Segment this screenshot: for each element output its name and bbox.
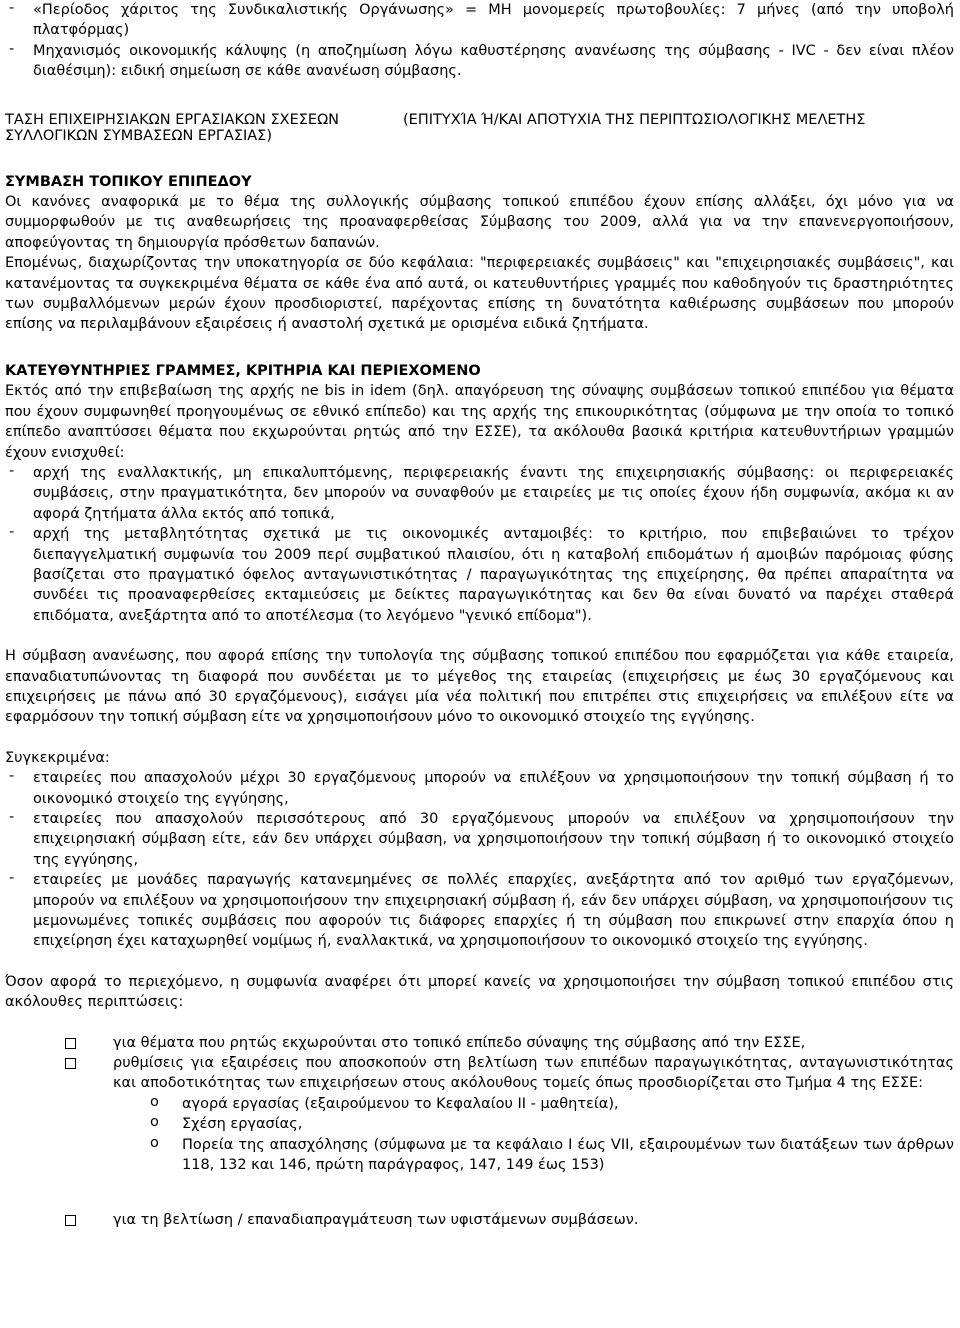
sub-list-item-text: Πορεία της απασχόλησης (σύμφωνα με τα κεφάλαιο Ι έως VII, εξαιρουμένων των διατάξεων των άρθρων 118, 132 και 146, πρώτη παράγραφος, 147, 149 έως 153) bbox=[182, 1136, 954, 1174]
list-item-text: εταιρείες που απασχολούν μέχρι 30 εργαζόμενους μπορούν να επιλέξουν να χρησιμοποιήσουν την τοπική σύμβαση ή το οικονομικό στοιχείο της εγγύησης, bbox=[33, 770, 954, 807]
paragraph: Η σύμβαση ανανέωσης, που αφορά επίσης την τυπολογία της σύμβασης τοπικού επιπέδου που εφαρμόζεται για κάθε εταιρεία, επαναδιατυπώνοντας τη διαφορά που συνδέεται με το μέγεθος της εταιρείας (επιχειρήσεις με έως 30 εργαζόμενους και επιχειρήσεις με πάνω από 30 εργαζόμενους), εισάγει μία νέα πολιτική που επιτρέπει στις επιχειρήσεις να επιλέξουν είτε να εφαρμόσουν την τοπική σύμβαση είτε να χρησιμοποιήσουν μόνο το οικονομικό στοιχείο της εγγύησης. bbox=[5, 648, 954, 726]
list-item-text: για τη βελτίωση / επαναδιαπραγμάτευση των υφιστάμενων συμβάσεων. bbox=[113, 1211, 639, 1228]
circle-bullet-icon: o bbox=[150, 1093, 159, 1110]
sub-list-item-text: αγορά εργασίας (εξαιρούμενου το Κεφαλαίου ΙΙ - μαθητεία), bbox=[182, 1095, 619, 1112]
checkbox-square-icon bbox=[5, 1053, 113, 1094]
checkbox-square-icon bbox=[5, 1033, 113, 1053]
list-item-text: Μηχανισμός οικονομικής κάλυψης (η αποζημίωση λόγω καθυστέρησης ανανέωσης της σύμβασης - IVC - δεν είναι πλέον διαθέσιμη): ειδική σημείωση σε κάθε ανανέωση σύμβασης. bbox=[33, 42, 954, 80]
paragraph: Όσον αφορά το περιεχόμενο, η συμφωνία αναφέρει ότι μπορεί κανείς να χρησιμοποιήσει την σύμβαση τοπικού επιπέδου στις ακόλουθες περιπτώσεις: bbox=[5, 973, 954, 1011]
list-item: - αρχή της μεταβλητότητας σχετικά με τις οικονομικές ανταμοιβές: το κριτήριο, που επιβεβαιώνει το τρέχον διεπαγγελματική συμφωνία του 2009 περί συμβατικού πλαισίου, ότι η καταβολή επιδομάτων ή αμοιβών παρόμοιας φύσης βασίζεται στο πραγματικό όφελος ανταγωνιστικότητας / παραγωγικότητας της επιχείρησης, θα πρέπει απαραίτητα να συνδέει τις προαναφερθείσες εκταμιεύσεις με δείκτες παραγωγικότητας και δεν θα είναι δυνατό να παρέχει σταθερά επιδόματα, ανεξάρτητα από το αποτέλεσμα (το λεγόμενο "γενικό επίδομα"). bbox=[5, 524, 954, 626]
list-item-text: για θέματα που ρητώς εκχωρούνται στο τοπικό επίπεδο σύναψης της σύμβασης από την ΕΣΣΕ, bbox=[113, 1034, 806, 1051]
list-item: - «Περίοδος χάριτος της Συνδικαλιστικής Οργάνωσης» = ΜΗ μονομερείς πρωτοβουλίες: 7 μήνες (από την υποβολή πλατφόρμας) bbox=[5, 0, 954, 41]
circle-bullet-icon: o bbox=[150, 1114, 159, 1131]
paragraph: Οι κανόνες αναφορικά με το θέμα της συλλογικής σύμβασης τοπικού επιπέδου έχουν επίσης αλλάξει, όχι μόνο για να συμμορφωθούν με τις αναθεωρήσεις της προαναφερθείσας Σύμβασης του 2009, αλλά για να την επανενεργοποιήσουν, αποφεύγοντας τη δημιουργία πρόσθετων δαπανών. bbox=[5, 194, 954, 251]
sub-list-item bbox=[5, 1135, 954, 1176]
list-item-text: εταιρείες με μονάδες παραγωγής κατανεμημένες σε πολλές επαρχίες, ανεξάρτητα από τον αριθμό των εργαζόμενων, μπορούν να επιλέξουν να χρησιμοποιήσουν την επιχειρησιακή σύμβαση ή, εάν δεν υπάρχει σύμβαση, να χρησιμοποιήσουν τις μεμονωμένες τοπικές συμβάσεις που αφορούν τις διάφορες επαρχίες ή τη σύμβαση που επικρωνεί στην επαρχία όπου η επιχείρηση έχει καταχωρηθεί νομίμως ή, εναλλακτικά, να χρησιμοποιήσουν το οικονομικό στοιχείο της εγγύησης. bbox=[33, 872, 954, 950]
trend-heading bbox=[5, 112, 954, 144]
specifically-label: Συγκεκριμένα: bbox=[5, 749, 110, 766]
checkbox-square-icon bbox=[5, 1210, 113, 1230]
paragraph: Επομένως, διαχωρίζοντας την υποκατηγορία σε δύο κεφάλαια: "περιφερειακές συμβάσεις" και "επιχειρησιακές συμβάσεις", και κατανέμοντας τα συγκεκριμένα θέματα σε κάθε ένα από αυτά, οι κατευθυντήριες γραμμές που καθοδηγούν τις δραστηριότητες των συμβαλλόμενων μερών έχουν προσδιοριστεί, παρέχοντας επίσης τη δυνατότητα καθιέρωσης συμβάσεων που μπορούν επίσης να περιλαμβάνουν εξαιρέσεις ή αναστολή σχετικά με ορισμένα ειδικά ζητήματα. bbox=[5, 255, 954, 333]
list-item: - εταιρείες που απασχολούν περισσότερους από 30 εργαζόμενους μπορούν να επιλέξουν να χρησιμοποιήσουν την επιχειρησιακή σύμβαση είτε, εάν δεν υπάρχει σύμβαση, να χρησιμοποιήσουν την τοπική σύμβαση ή το οικονομικό στοιχείο της εγγύησης, bbox=[5, 809, 954, 870]
circle-bullet-icon: o bbox=[150, 1134, 159, 1151]
trend-heading-right: (ΕΠΙΤΥΧΊΑ Ή/ΚΑΙ ΑΠΟΤΥΧΙΑ ΤΗΣ ΠΕΡΙΠΤΩΣΙΟΛΟΓΙΚΗΣ ΜΕΛΕΤΗΣ bbox=[403, 111, 866, 128]
list-item-text: «Περίοδος χάριτος της Συνδικαλιστικής Οργάνωσης» = ΜΗ μονομερείς πρωτοβουλίες: 7 μήνες (από την υποβολή πλατφόρμας) bbox=[33, 2, 954, 39]
list-item-text: αρχή της μεταβλητότητας σχετικά με τις οικονομικές ανταμοιβές: το κριτήριο, που επιβεβαιώνει το τρέχον διεπαγγελματική συμφωνία του 2009 περί συμβατικού πλαισίου, ότι η καταβολή επιδομάτων ή αμοιβών παρόμοιας φύσης βασίζεται στο πραγματικό όφελος ανταγωνιστικότητας / παραγωγικότητας της επιχείρησης, θα πρέπει απαραίτητα να συνδέει τις προαναφερθείσες εκταμιεύσεις με δείκτες παραγωγικότητας και δεν θα είναι δυνατό να παρέχει σταθερά επιδόματα, ανεξάρτητα από το αποτέλεσμα (το λεγόμενο "γενικό επίδομα"). bbox=[33, 526, 954, 624]
list-item: - εταιρείες που απασχολούν μέχρι 30 εργαζόμενους μπορούν να επιλέξουν να χρησιμοποιήσουν την τοπική σύμβαση ή το οικονομικό στοιχείο της εγγύησης, bbox=[5, 768, 954, 809]
section-title: ΣΥΜΒΑΣΗ ΤΟΠΙΚΟΥ ΕΠΙΠΕΔΟΥ bbox=[5, 173, 252, 190]
paragraph: Εκτός από την επιβεβαίωση της αρχής ne bis in idem (δηλ. απαγόρευση της σύναψης συμβάσεων τοπικού επιπέδου για θέματα που έχουν συμφωνηθεί προηγουμένως σε εθνικό επίπεδο) και της αρχής της επικουρικότητας (σύμφωνα με την οποία το τοπικό επίπεδο αναπτύσσει θέματα που εκχωρούνται ρητώς από την ΕΣΣΕ), τα ακόλουθα βασικά κριτήρια κατευθυντήριων γραμμών έχουν ενισχυθεί: bbox=[5, 383, 954, 461]
list-item bbox=[5, 1210, 954, 1230]
sub-list-item bbox=[5, 1094, 954, 1114]
trend-heading-left: ΤΑΣΗ ΕΠΙΧΕΙΡΗΣΙΑΚΩΝ ΕΡΓΑΣΙΑΚΩΝ ΣΧΕΣΕΩΝ ΣΥΛΛΟΓΙΚΩΝ ΣΥΜΒΑΣΕΩΝ ΕΡΓΑΣΙΑΣ) bbox=[5, 111, 340, 144]
sub-list-item-text: Σχέση εργασίας, bbox=[182, 1116, 303, 1133]
list-item-text: εταιρείες που απασχολούν περισσότερους από 30 εργαζόμενους μπορούν να επιλέξουν να χρησιμοποιήσουν την επιχειρησιακή σύμβαση είτε, εάν δεν υπάρχει σύμβαση, να χρησιμοποιήσουν την τοπική σύμβαση ή το οικονομικό στοιχείο της εγγύησης, bbox=[33, 811, 954, 868]
list-item: - Μηχανισμός οικονομικής κάλυψης (η αποζημίωση λόγω καθυστέρησης ανανέωσης της σύμβασης - IVC - δεν είναι πλέον διαθέσιμη): ειδική σημείωση σε κάθε ανανέωση σύμβασης. bbox=[5, 41, 954, 82]
list-item bbox=[5, 1033, 954, 1053]
list-item-text: αρχή της εναλλακτικής, μη επικαλυπτόμενης, περιφερειακής έναντι της επιχειρησιακής σύμβασης: οι περιφερειακές συμβάσεις, στην πραγματικότητα, δεν μπορούν να συναφθούν με εταιρείες με τις οποίες έχουν ήδη συμφωνία, ακόμα κι αν αφορά ζητήματα άλλα εκτός από τοπικά, bbox=[33, 464, 954, 522]
sub-list-item bbox=[5, 1114, 954, 1134]
list-item-text: ρυθμίσεις για εξαιρέσεις που αποσκοπούν στη βελτίωση των επιπέδων παραγωγικότητας, ανταγωνιστικότητας και αποδοτικότητας των επιχειρήσεων στους ακόλουθους τομείς όπως προσδιορίζεται στο Τμήμα 4 της ΕΣΣΕ: bbox=[113, 1055, 954, 1092]
section-title: ΚΑΤΕΥΘΥΝΤΗΡΙΕΣ ΓΡΑΜΜΕΣ, ΚΡΙΤΗΡΙΑ ΚΑΙ ΠΕΡΙΕΧΟΜΕΝΟ bbox=[5, 362, 481, 379]
list-item bbox=[5, 1053, 954, 1094]
list-item: - αρχή της εναλλακτικής, μη επικαλυπτόμενης, περιφερειακής έναντι της επιχειρησιακής σύμβασης: οι περιφερειακές συμβάσεις, στην πραγματικότητα, δεν μπορούν να συναφθούν με εταιρείες με τις οποίες έχουν ήδη συμφωνία, ακόμα κι αν αφορά ζητήματα άλλα εκτός από τοπικά, bbox=[5, 463, 954, 524]
list-item: - εταιρείες με μονάδες παραγωγής κατανεμημένες σε πολλές επαρχίες, ανεξάρτητα από τον αριθμό των εργαζόμενων, μπορούν να επιλέξουν να χρησιμοποιήσουν την επιχειρησιακή σύμβαση ή, εάν δεν υπάρχει σύμβαση, να χρησιμοποιήσουν τις μεμονωμένες τοπικές συμβάσεις που αφορούν τις διάφορες επαρχίες ή τη σύμβαση που επικρωνεί στην επαρχία όπου η επιχείρηση έχει καταχωρηθεί νομίμως ή, εναλλακτικά, να χρησιμοποιήσουν το οικονομικό στοιχείο της εγγύησης. bbox=[5, 870, 954, 952]
